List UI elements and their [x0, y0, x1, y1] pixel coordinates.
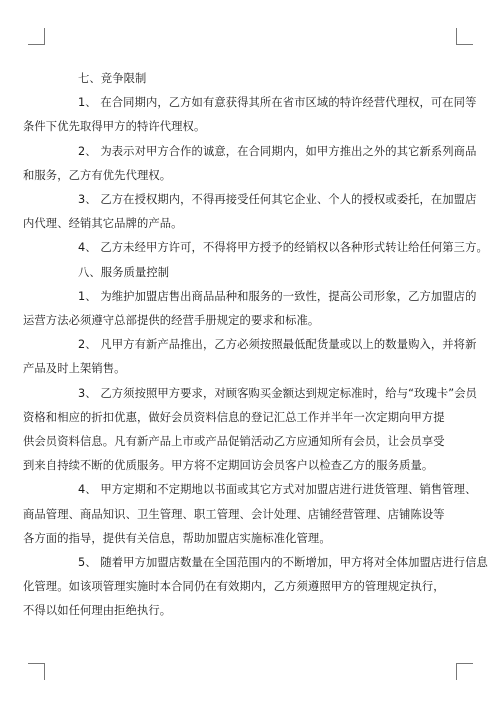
clause-continuation-line: 到来自持续不断的优质服务。甲方将不定期回访会员客户以检查乙方的服务质量。 — [23, 459, 434, 473]
clause-first-line: 2、 凡甲方有新产品推出，乙方必须按照最低配货量或以上的数量购入，并将新 — [78, 338, 477, 352]
crop-mark-bottom-right — [456, 663, 473, 680]
clause-first-line: 2、 为表示对甲方合作的诚意，在合同期内，如甲方推出之外的其它新系列商品 — [78, 144, 477, 158]
crop-mark-bottom-left — [28, 663, 45, 680]
clause-paragraph — [23, 91, 477, 139]
clause-continuation-line: 条件下优先取得甲方的特许代理权。 — [23, 120, 206, 134]
clause-first-line: 1、 在合同期内，乙方如有意获得其所在省市区域的特许经营代理权，可在同等 — [78, 96, 477, 110]
section-heading: 八、服务质量控制 — [78, 265, 170, 279]
clause-paragraph — [23, 551, 488, 624]
clause-continuation-line: 资格和相应的折扣优惠，做好会员资料信息的登记汇总工作并半年一次定期向甲方提 — [23, 410, 445, 424]
clause-paragraph — [23, 333, 477, 381]
clause-paragraph — [23, 285, 477, 333]
crop-mark-top-right — [456, 28, 473, 45]
clause-continuation-line: 不得以如任何理由拒绝执行。 — [23, 604, 172, 618]
clause-continuation-line: 化管理。如该项管理实施时本合同仍在有效期内，乙方须遵照甲方的管理规定执行， — [23, 580, 445, 594]
clause-continuation-line: 供会员资料信息。凡有新产品上市或产品促销活动乙方应通知所有会员，让会员享受 — [23, 435, 445, 449]
clause-continuation-line: 和服务，乙方有优先代理权。 — [23, 168, 172, 182]
clause-paragraph — [23, 382, 477, 479]
clause-paragraph — [77, 236, 488, 260]
clause-first-line: 4、 乙方未经甲方许可，不得将甲方授予的经销权以各种形式转让给任何第三方。 — [78, 241, 488, 255]
clause-paragraph — [23, 188, 477, 236]
crop-mark-top-left — [28, 28, 45, 45]
document-body — [23, 67, 488, 624]
clause-first-line: 3、 乙方在授权期内，不得再接受任何其它企业、个人的授权或委托，在加盟店 — [78, 193, 477, 207]
section-heading: 七、竞争限制 — [78, 72, 147, 85]
clause-continuation-line: 产品及时上架销售。 — [23, 362, 126, 376]
clause-continuation-line: 商品管理、商品知识、卫生管理、职工管理、会计处理、店铺经营管理、店铺陈设等 — [23, 507, 445, 521]
clause-first-line: 4、 甲方定期和不定期地以书面或其它方式对加盟店进行进货管理、销售管理、 — [78, 483, 477, 497]
clause-first-line: 3、 乙方须按照甲方要求，对顾客购买金额达到规定标准时，给与“玫瑰卡”会员 — [78, 386, 477, 400]
clause-first-line: 5、 随着甲方加盟店数量在全国范围内的不断增加，甲方将对全体加盟店进行信息 — [78, 556, 488, 570]
clause-continuation-line: 运营方法必须遵守总部提供的经营手册规定的要求和标准。 — [23, 314, 320, 328]
clause-paragraph — [23, 478, 477, 551]
clause-continuation-line: 内代理、经销其它品牌的产品。 — [23, 217, 183, 231]
clause-paragraph — [23, 140, 477, 188]
clause-continuation-line: 各方面的指导，提供有关信息，帮助加盟店实施标准化管理。 — [23, 531, 331, 545]
clause-first-line: 1、 为维护加盟店售出商品品种和服务的一致性，提高公司形象，乙方加盟店的 — [78, 289, 477, 303]
